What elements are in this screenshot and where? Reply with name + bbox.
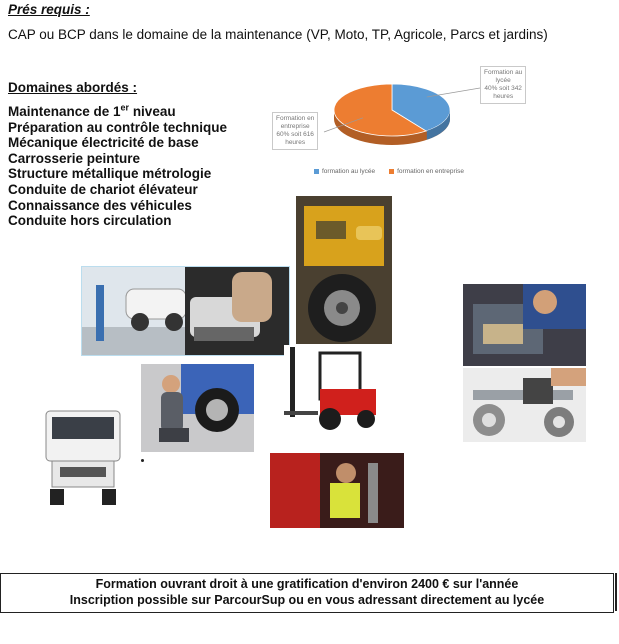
pie-label-line: 40% soit 342 xyxy=(484,85,522,92)
domain-item: Mécanique électricité de base xyxy=(8,135,199,151)
domain-item: Carrosserie peinture xyxy=(8,150,141,166)
domain-item: Connaissance des véhicules xyxy=(8,197,192,213)
hours-pie-chart xyxy=(262,60,562,190)
pie-legend xyxy=(314,168,464,175)
legend-item-entreprise xyxy=(389,168,464,175)
pie-label-line: heures xyxy=(285,139,306,146)
edge-mark xyxy=(615,573,617,611)
legend-label: formation au lycée xyxy=(322,168,376,175)
domain-item: Maintenance de 1er niveau xyxy=(8,102,176,119)
legend-swatch xyxy=(389,169,394,174)
prerequisites-text: CAP ou BCP dans le domaine de la maintenance (VP, Moto, TP, Agricole, Parcs et jardins) xyxy=(8,27,548,42)
forklift-photo xyxy=(284,345,386,435)
domain-item-superscript: er xyxy=(120,102,130,113)
domain-item: Préparation au contrôle technique xyxy=(8,119,228,135)
engine-repair-photo xyxy=(463,284,586,366)
pie-label-line: lycée xyxy=(495,77,511,84)
footer-line-gratification: Formation ouvrant droit à une gratification d'environ 2400 € sur l'année xyxy=(95,577,519,591)
domain-item: Conduite de chariot élévateur xyxy=(8,181,198,197)
legend-label: formation en entreprise xyxy=(397,168,464,175)
pie-label-lycee xyxy=(480,66,526,104)
domains-list xyxy=(8,104,227,229)
truck-engine-photo xyxy=(296,196,392,344)
pie-label-line: Formation au xyxy=(484,69,523,76)
domains-title: Domaines abordés : xyxy=(8,80,138,95)
pie-label-line: entreprise xyxy=(280,123,310,130)
welding-photo xyxy=(270,453,404,528)
pie-label-line: 60% soit 616 xyxy=(276,131,314,138)
domain-item: Structure métallique métrologie xyxy=(8,166,212,182)
domain-item: Conduite hors circulation xyxy=(8,213,172,229)
legend-swatch xyxy=(314,169,319,174)
stray-dot xyxy=(141,459,144,462)
pie-label-line: heures xyxy=(493,93,514,100)
metrology-photo xyxy=(463,368,586,442)
legend-item-lycee xyxy=(314,168,375,175)
prerequisites-title: Prés requis : xyxy=(8,2,90,17)
garage-lift-photo xyxy=(81,266,290,356)
pie-label-entreprise xyxy=(272,112,318,150)
footer-info-box xyxy=(0,573,614,613)
wheel-mechanic-photo xyxy=(141,364,254,452)
truck-front-photo xyxy=(38,401,127,507)
footer-line-inscription: Inscription possible sur ParcourSup ou en vous adressant directement au lycée xyxy=(69,593,545,607)
pie-label-line: Formation en xyxy=(276,115,315,122)
